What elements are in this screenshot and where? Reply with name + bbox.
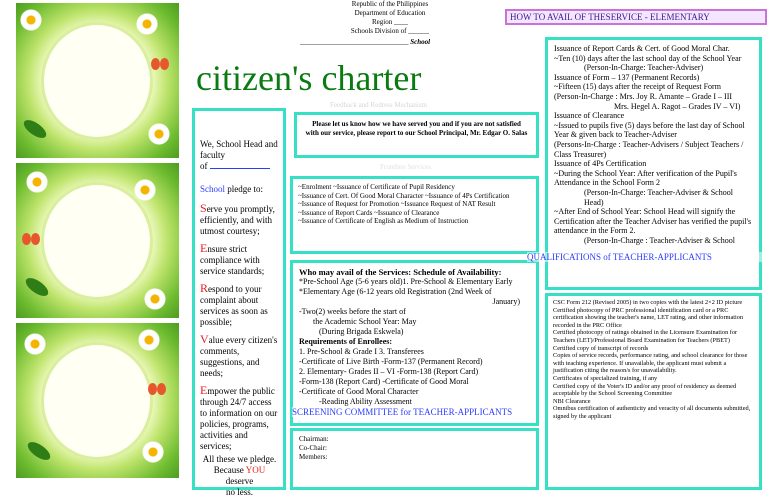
floral-panel-middle (16, 163, 179, 318)
requirement-line: -Reading Ability Assessment (319, 397, 412, 406)
pledge-item: Ensure strict compliance with service standards; (200, 241, 265, 276)
qualification-line: CSC Form 212 (Revised 2005) in two copies with the latest 2×2 ID picture (553, 299, 743, 306)
who-line: *Elementary Age (6-12 years old Registration (2nd Week of (299, 287, 492, 296)
requirement-line: 2. Elementary- Grades II – VI -Form-138 (Report Card) (299, 367, 479, 376)
pledge-of-line: of (200, 161, 279, 172)
pledge-intro-1: We, School Head and (200, 139, 278, 149)
how-line: Issuance of Report Cards & Cert. of Good Moral Char. (554, 44, 730, 53)
pledge-item: Empower the public through 24/7 access to information on our policies, programs, activities and services; (200, 383, 278, 451)
pledge-intro-2: faculty (200, 150, 225, 160)
qualification-line: Certified copy of transcript of records (553, 344, 649, 352)
qualification-line: Omnibus certification of authenticity and veracity of all documents submitted, signed by the applicant (553, 405, 751, 420)
region-text: Region ____ (372, 18, 408, 26)
feedback-box: Please let us know how we have served you and if you are not satisfied with our service, please report to our School Principal, Mr. Edgar O. Salas (294, 112, 539, 158)
pledge-to-line (200, 184, 279, 195)
school-blank: _______________________________ (300, 38, 409, 46)
how-line: ~Fifteen (15) days after the receipt of Request Form (554, 82, 721, 92)
qualification-line: Certificates of specialized training, if any (553, 374, 658, 382)
how-line: (Person-In-Charge : Teacher-Adviser & School (584, 235, 735, 245)
who-line: January) (492, 297, 520, 306)
how-line: ~After End of School Year: School Head will signify the Certification after the Teacher Adviser has verified the pupil's attendance in the Form 2. (554, 207, 752, 236)
service-line: ~Issuance of Certificate of English as Medium of Instruction (298, 217, 469, 225)
floral-panel-bottom (16, 323, 179, 478)
pledge-closing: All these we pledge. Because YOU deserve no less. (202, 454, 277, 497)
division-text: Schools Division of ______ (350, 27, 430, 35)
who-heading: Who may avail of the Services: Schedule of Availability: (299, 267, 502, 277)
services-box (290, 176, 539, 254)
header-block (330, 0, 450, 36)
how-line: (Persons-In-Charge : Teacher-Advisers / Subject Teachers / Class Treasurer) (554, 139, 744, 159)
screening-box (290, 428, 539, 490)
how-line: (Person-In-Charge: Teacher-Adviser) (584, 63, 704, 73)
how-line: (Person-In-Charge: Teacher-Adviser & School Head) (584, 187, 733, 207)
pledge-to-text: pledge to: (227, 184, 264, 194)
pledge-box (192, 108, 286, 497)
how-line: Issuance of Form – 137 (Permanent Records) (554, 72, 700, 82)
chairman-label: Chairman: (299, 435, 329, 443)
qualification-line: NBI Clearance (553, 397, 591, 405)
how-line: ~During the School Year: After verification of the Pupil's Attendance in the School Form 2 (554, 168, 737, 188)
requirement-line: -Certificate of Live Birth -Form-137 (Permanent Record) (299, 357, 483, 366)
who-line: -Two(2) weeks before the start of (299, 307, 406, 316)
who-line: *Pre-School Age (5-6 years old)1. Pre-School & Elementary Early (299, 277, 513, 286)
screening-committee-label: SCREENING COMMITTEE for TEACHER-APPLICANTS (292, 407, 513, 417)
how-line: Issuance of Clearance (554, 111, 625, 121)
page-title: citizen's charter (196, 58, 422, 98)
floral-panel-top (16, 3, 179, 158)
how-line: Mrs. Hegel A. Ragot – Grades IV – VI) (614, 101, 741, 111)
qualification-line: Certified copy of the Voter's ID and/or any proof of residency as deemed acceptable by the School Screening Committee (553, 382, 737, 398)
service-line: ~Enrolment ~Issuance of Certificate of Pupil Residency (298, 183, 455, 191)
pledge-school-word: School (200, 184, 226, 194)
republic-text: Republic of the Philippines (351, 0, 429, 8)
who-may-avail-box (290, 260, 539, 426)
qualification-line: Certified photocopy of ratings obtained in the Licensure Examination for Teachers (LET)/Professional Board Examination for Teachers (PBET) (553, 329, 738, 344)
school-line (300, 38, 430, 46)
requirement-line: -Form-138 (Report Card) -Certificate of Good Moral (299, 377, 469, 386)
pledge-item: Serve you promptly, efficiently, and with utmost courtesy; (200, 201, 275, 236)
pledge-item: Respond to your complaint about services as soon as possible; (200, 281, 268, 327)
how-to-avail-banner: HOW TO AVAIL OF THESERVICE - ELEMENTARY (505, 9, 767, 25)
service-line: ~Issuance of Report Cards ~Issuance of Clearance (298, 208, 440, 217)
service-line: ~Issuance of Request for Promotion ~Issuance Request of NAT Result (298, 200, 496, 208)
who-line: (During Brigada Eskwela) (319, 327, 404, 336)
ghost-feedback-title: Feedback and Redress Mechanism (330, 101, 427, 109)
service-line: ~Issuance of Cert. Of Good Moral Character ~Issuance of 4Ps Certification (298, 191, 510, 200)
school-label: School (410, 38, 431, 46)
cochair-label: Co-Chair: (299, 444, 327, 452)
members-label: Members: (299, 453, 328, 461)
how-line: ~Issued to pupils five (5) days before the last day of School Year & given back to Teacher-Adviser (554, 120, 745, 140)
how-line: ~Ten (10) days after the last school day of the School Year (554, 53, 742, 63)
who-line: the Academic School Year: May (313, 317, 417, 326)
department-text: Department of Education (354, 9, 426, 17)
qualification-line: Copies of service records, performance rating, and school clearance for those with teaching experience. If unavailable, the applicant must submit a justification citing the reason/s for unavailability. (553, 352, 748, 375)
how-line: (Person-In-Charge : Mrs. Joy R. Amante – Grade I – III (554, 91, 733, 101)
how-line: Issuance of 4Ps Certification (554, 159, 647, 169)
requirement-line: -Certificate of Good Moral Character (299, 387, 419, 396)
qualifications-label: QUALIFICATIONS of TEACHER-APPLICANTS (527, 252, 767, 262)
requirements-heading: Requirements of Enrollees: (299, 337, 393, 346)
qualification-line: Certified photocopy of PRC professional identification card or a PRC certification showing the teacher's name, LET rating, and other information recorded in the PRC Office (553, 306, 744, 329)
pledge-item: Value every citizen's comments, suggestions, and needs; (200, 332, 278, 378)
requirement-line: 1. Pre-School & Grade I 3. Transferees (299, 347, 424, 356)
ghost-services-title: Frontline Services (380, 163, 432, 171)
qualifications-box (545, 293, 762, 490)
